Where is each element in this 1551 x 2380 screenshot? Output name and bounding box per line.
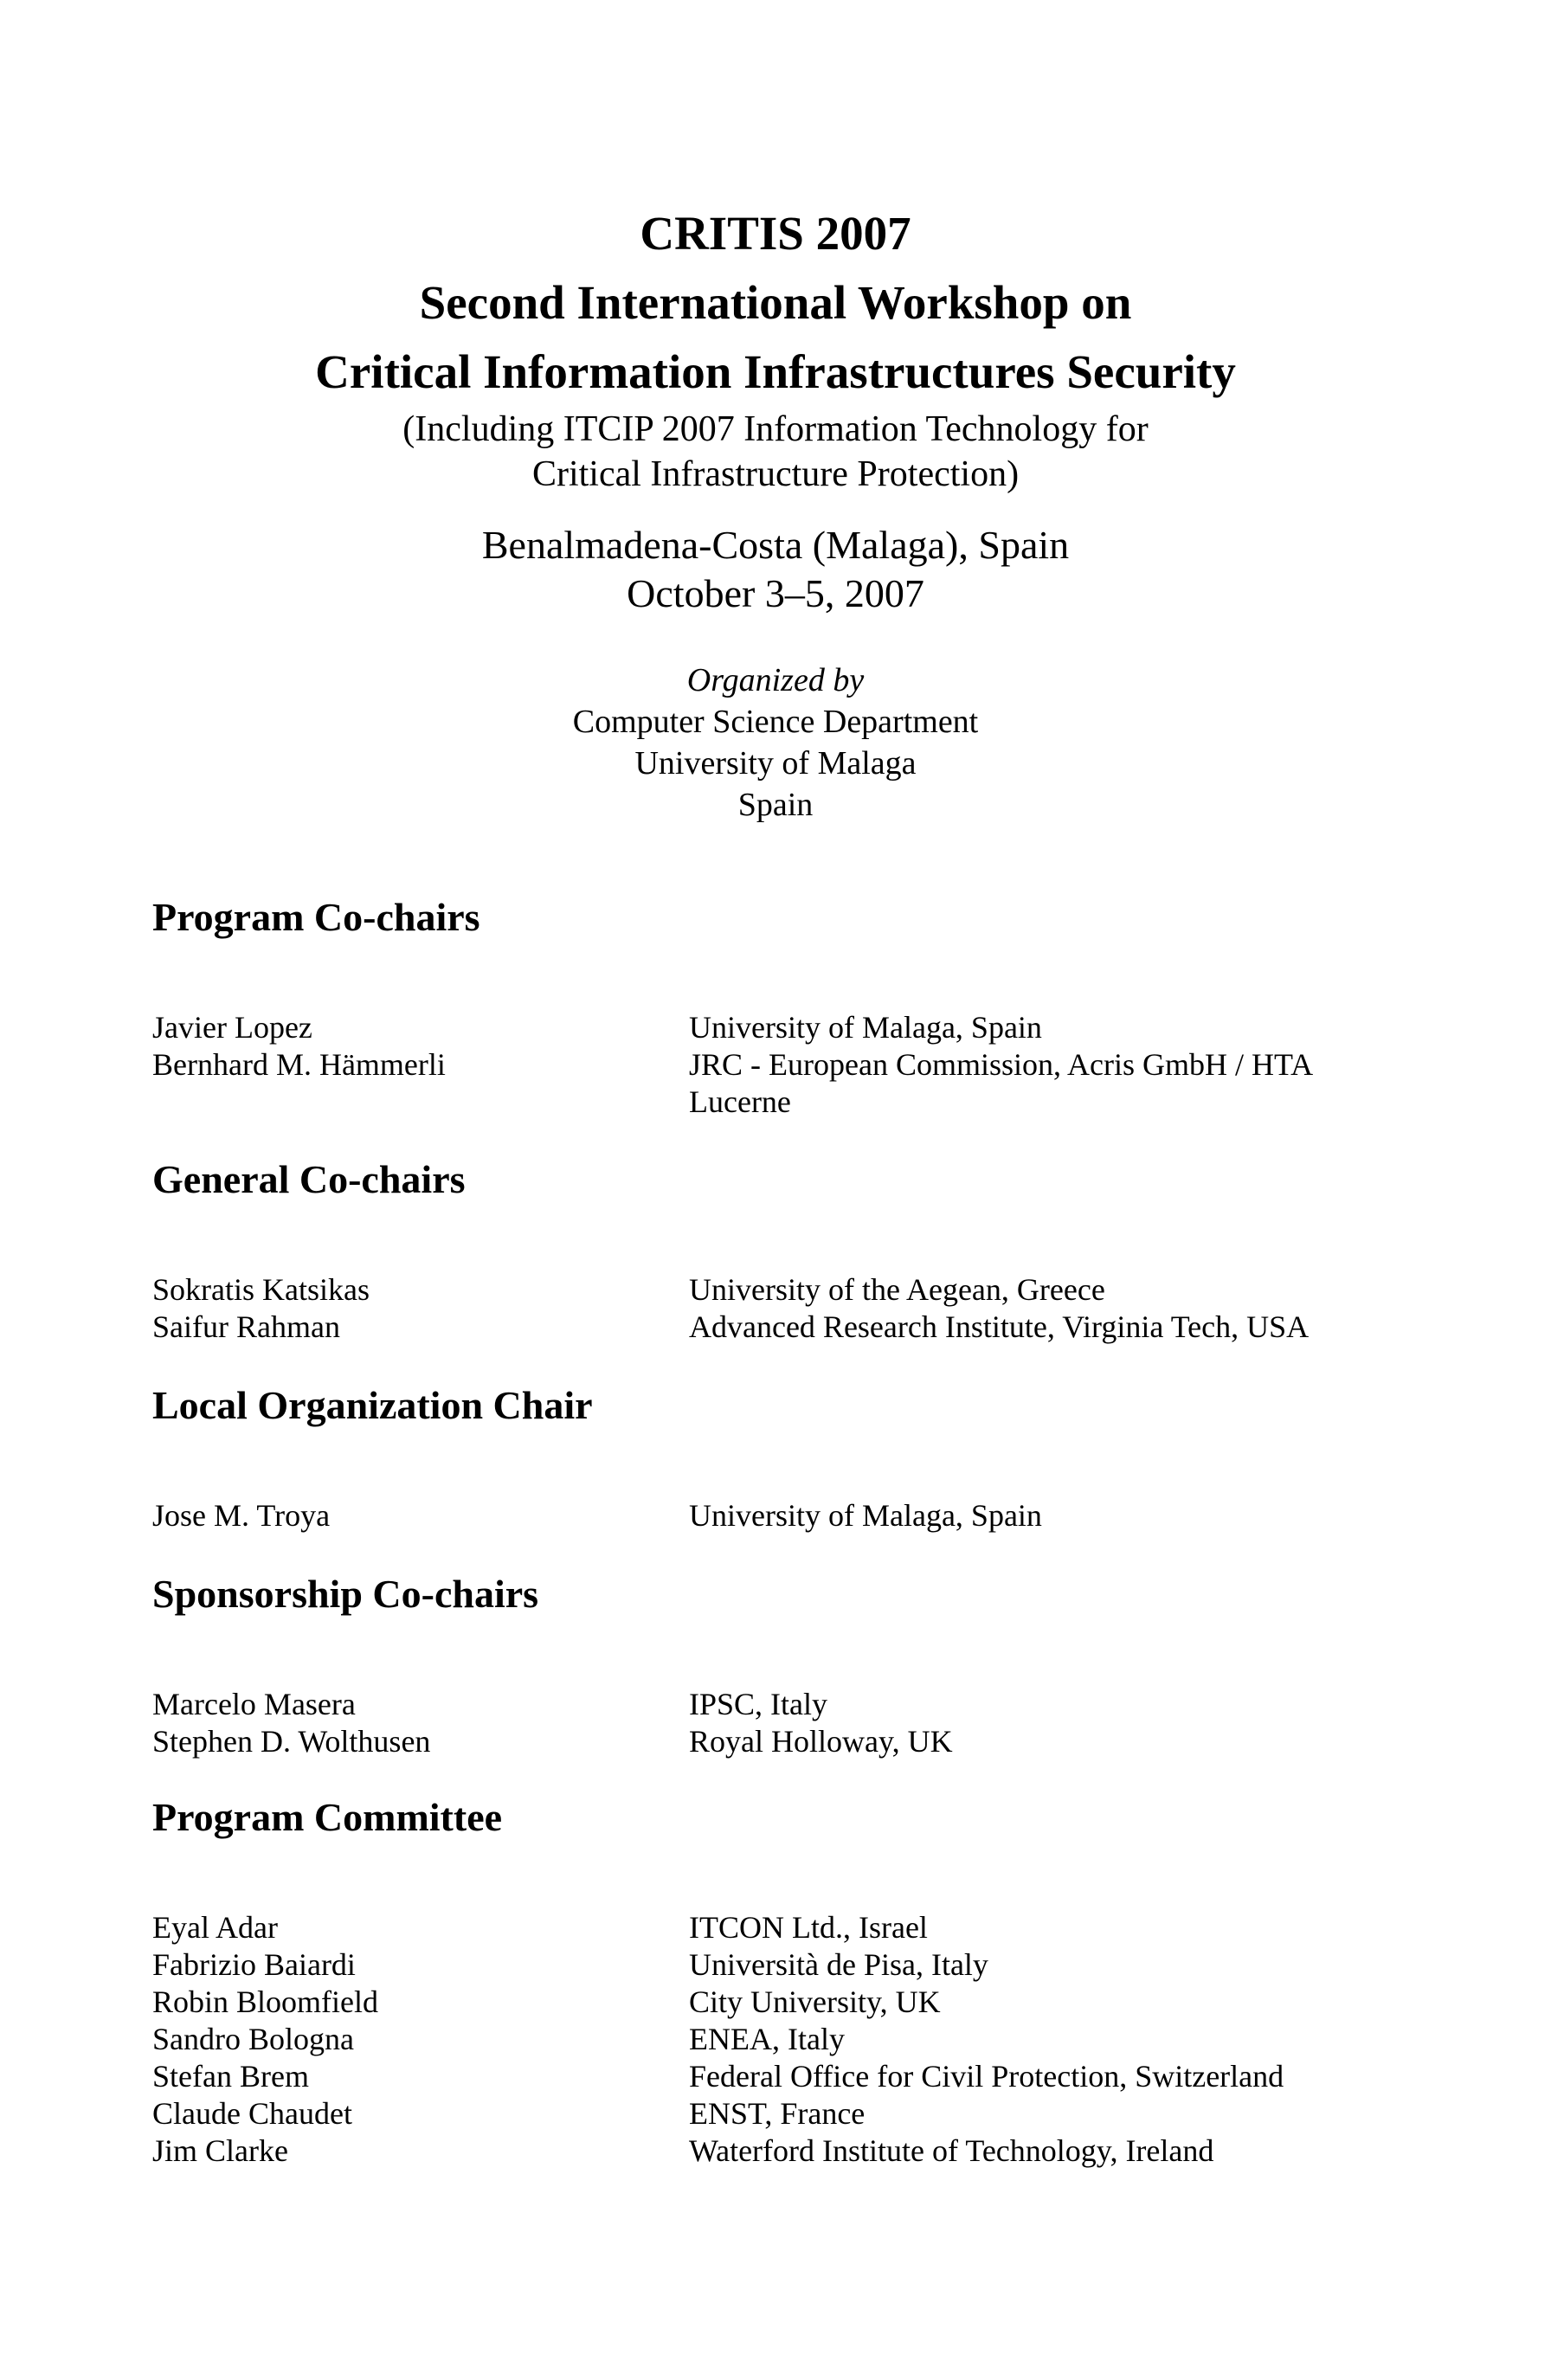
affiliation: Università de Pisa, Italy — [689, 1947, 988, 1982]
entry-list — [152, 1497, 1399, 1534]
list-item — [152, 2095, 1399, 2132]
list-item — [152, 1271, 1399, 1309]
location: Benalmadena-Costa (Malaga), Spain — [481, 523, 1070, 567]
affiliation: JRC - European Commission, Acris GmbH / HTA — [689, 1047, 1314, 1082]
affiliation: ENST, France — [689, 2096, 866, 2131]
title-block — [0, 199, 1551, 407]
conference-title: CRITIS 2007 — [640, 207, 911, 260]
location-block — [0, 521, 1551, 618]
affiliation-continued: Lucerne — [689, 1084, 791, 1119]
list-item — [152, 1009, 1399, 1046]
dates: October 3–5, 2007 — [627, 571, 924, 615]
person-name: Jose M. Troya — [152, 1498, 331, 1533]
list-item — [152, 1686, 1399, 1723]
section-sponsorship-cochairs — [152, 1570, 1399, 1760]
section-program-committee — [152, 1793, 1399, 2170]
list-item — [152, 1309, 1399, 1346]
organized-by-label: Organized by — [686, 662, 865, 698]
section-heading: Local Organization Chair — [152, 1383, 593, 1427]
subtitle-block — [0, 407, 1551, 497]
section-local-chair — [152, 1381, 1399, 1534]
organizer-line-3: Spain — [737, 787, 814, 823]
person-name: Bernhard M. Hämmerli — [152, 1047, 446, 1082]
list-item — [152, 1084, 1399, 1121]
person-name: Fabrizio Baiardi — [152, 1947, 356, 1982]
person-name: Stephen D. Wolthusen — [152, 1724, 431, 1759]
list-item — [152, 2132, 1399, 2170]
affiliation: Royal Holloway, UK — [689, 1724, 953, 1759]
entry-list — [152, 1271, 1399, 1346]
affiliation: City University, UK — [689, 1984, 941, 2019]
affiliation: Advanced Research Institute, Virginia Tech, USA — [689, 1309, 1310, 1344]
person-name: Jim Clarke — [152, 2133, 288, 2168]
affiliation: Federal Office for Civil Protection, Switzerland — [689, 2059, 1284, 2094]
person-name: Eyal Adar — [152, 1910, 278, 1945]
entry-list — [152, 1686, 1399, 1760]
workshop-topic: Critical Information Infrastructures Security — [315, 345, 1236, 398]
entry-list — [152, 1009, 1399, 1121]
section-heading: Sponsorship Co-chairs — [152, 1572, 539, 1616]
section-general-cochairs — [152, 1155, 1399, 1346]
person-name: Saifur Rahman — [152, 1309, 340, 1344]
affiliation: University of the Aegean, Greece — [689, 1272, 1105, 1307]
section-heading: Program Co-chairs — [152, 895, 480, 939]
person-name: Marcelo Masera — [152, 1687, 356, 1721]
list-item — [152, 2021, 1399, 2058]
affiliation: University of Malaga, Spain — [689, 1010, 1042, 1045]
person-name: Sandro Bologna — [152, 2022, 354, 2056]
list-item — [152, 1046, 1399, 1084]
organizer-line-2: University of Malaga — [634, 745, 917, 782]
affiliation: University of Malaga, Spain — [689, 1498, 1042, 1533]
affiliation: IPSC, Italy — [689, 1687, 828, 1721]
section-program-cochairs — [152, 893, 1399, 1121]
subtitle-line-1: (Including ITCIP 2007 Information Technology for — [402, 409, 1149, 449]
section-heading: Program Committee — [152, 1795, 503, 1839]
affiliation: Waterford Institute of Technology, Ireland — [689, 2133, 1214, 2168]
list-item — [152, 1984, 1399, 2021]
list-item — [152, 1723, 1399, 1760]
list-item — [152, 1497, 1399, 1534]
person-name: Javier Lopez — [152, 1010, 312, 1045]
list-item — [152, 1946, 1399, 1984]
workshop-title: Second International Workshop on — [419, 276, 1132, 329]
person-name: Stefan Brem — [152, 2059, 309, 2094]
entry-list — [152, 1909, 1399, 2170]
organizer-block — [0, 659, 1551, 826]
list-item — [152, 1909, 1399, 1946]
section-heading: General Co-chairs — [152, 1157, 466, 1201]
person-name: Claude Chaudet — [152, 2096, 352, 2131]
person-name: Robin Bloomfield — [152, 1984, 378, 2019]
subtitle-line-2: Critical Infrastructure Protection) — [531, 454, 1020, 494]
list-item — [152, 2058, 1399, 2095]
organizer-line-1: Computer Science Department — [572, 704, 979, 740]
affiliation: ITCON Ltd., Israel — [689, 1910, 928, 1945]
affiliation: ENEA, Italy — [689, 2022, 845, 2056]
person-name: Sokratis Katsikas — [152, 1272, 370, 1307]
